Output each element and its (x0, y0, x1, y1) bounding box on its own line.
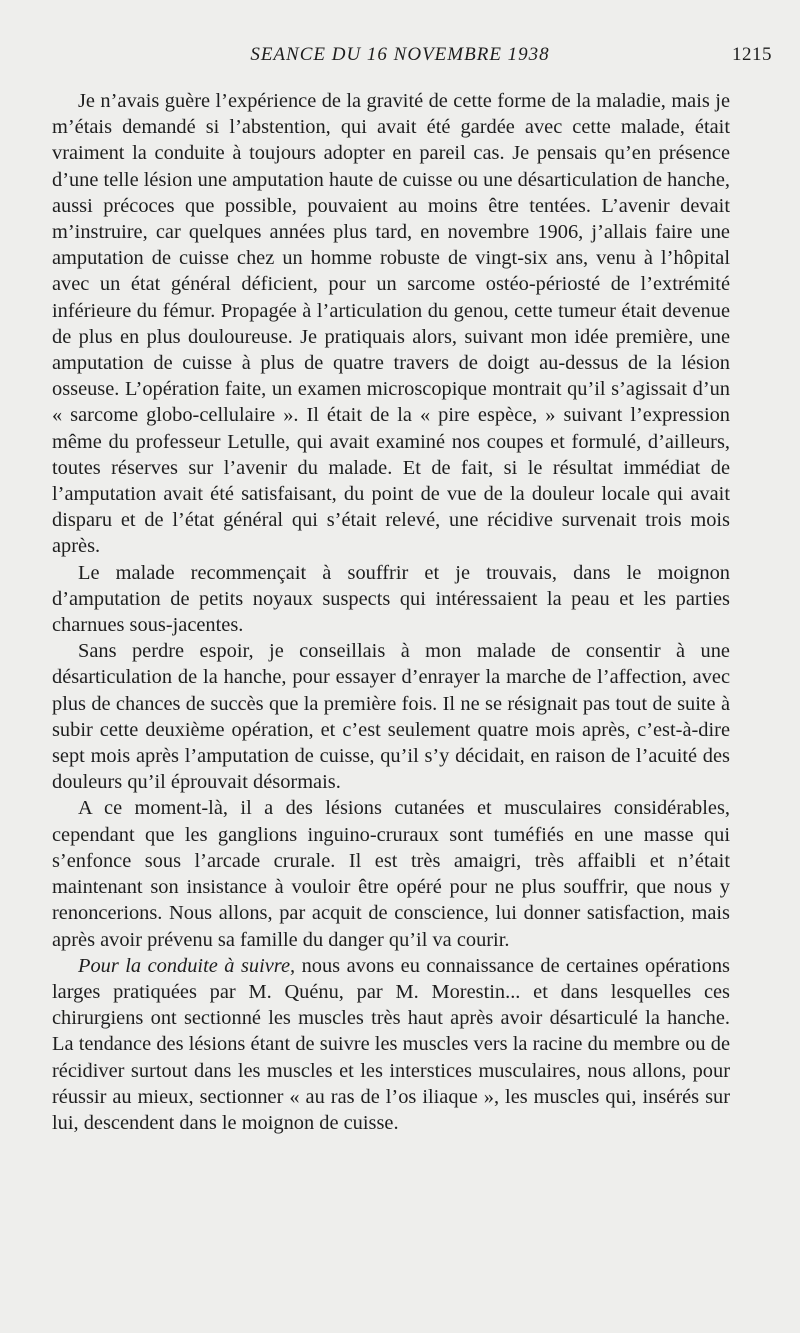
paragraph (52, 953, 730, 1136)
paragraph (52, 638, 730, 795)
page-number: 1215 (732, 44, 772, 65)
paragraph-text: Je n’avais guère l’expérience de la gravité de cette forme de la maladie, mais je m’étais demandé si l’abstention, qui avait été gardée avec cette malade, était vraiment la conduite à toujours adopter en pareil cas. Je pensais qu’en présence d’une telle lésion une amputation haute de cuisse ou une désarticulation de hanche, aussi précoces que possible, pouvaient au moins être tentées. L’avenir devait m’instruire, car quelques années plus tard, en novembre 1906, j’allais faire une amputation de cuisse chez un homme robuste de vingt-six ans, venu à l’hôpital avec un état général déficient, pour un sarcome ostéo-périosté de l’extrémité inférieure du fémur. Propagée à l’articulation du genou, cette tumeur était devenue de plus en plus douloureuse. Je pratiquais alors, suivant mon idée première, une amputation de cuisse à plus de quatre travers de doigt au-dessus de la lésion osseuse. L’opération faite, un examen microscopique montrait qu’il s’agissait d’un « sarcome globo-cellulaire ». Il était de la « pire espèce, » suivant l’expression même du professeur Letulle, qui avait examiné nos coupes et formulé, d’ailleurs, toutes réserves sur l’avenir du malade. Et de fait, si le résultat immédiat de l’amputation avait été satisfaisant, du point de vue de la douleur locale qui avait disparu et de l’état général qui s’était relevé, une récidive survenait trois mois après. (52, 90, 730, 558)
paragraph (52, 88, 730, 560)
italic-lead-phrase: Pour la conduite à suivre, (78, 954, 296, 977)
paragraph-text: A ce moment-là, il a des lésions cutanées et musculaires considérables, cependant que les ganglions inguino-cruraux sont tuméfiés en une masse qui s’enfonce sous l’arcade crurale. Il est très amaigri, très affaibli et n’était maintenant son insistance à vouloir être opéré pour ne plus souffrir, que nous y renoncerions. Nous allons, par acquit de conscience, lui donner satisfaction, mais après avoir prévenu sa famille du danger qu’il va courir. (52, 797, 730, 951)
running-header (52, 44, 772, 74)
paragraph-text: nous avons eu connaissance de certaines opérations larges pratiquées par M. Quénu, par M. Morestin... et dans lesquelles ces chirurgiens ont sectionné les muscles très haut après avoir désarticulé la hanche. La tendance des lésions étant de suivre les muscles vers la racine du membre ou de récidiver surtout dans les muscles et les interstices musculaires, nous allons, pour réussir au mieux, sectionner « au ras de l’os iliaque », les muscles qui, insérés sur lui, descendent dans le moignon de cuisse. (52, 954, 730, 1134)
paragraph-text: Le malade recommençait à souffrir et je trouvais, dans le moignon d’amputation de petits noyaux suspects qui intéressaient la peau et les parties charnues sous-jacentes. (52, 561, 730, 637)
body-text (52, 88, 730, 1136)
running-title: SEANCE DU 16 NOVEMBRE 1938 (250, 44, 550, 65)
paragraph-text: Sans perdre espoir, je conseillais à mon malade de consentir à une désarticulation de la hanche, pour essayer d’enrayer la marche de l’affection, avec plus de chances de succès que la première fois. Il ne se résignait pas tout de suite à subir cette deuxième opération, et c’est seulement quatre mois après, c’est-à-dire sept mois après l’amputation de cuisse, qu’il s’y décidait, en raison de l’acuité des douleurs qu’il éprouvait désormais. (52, 640, 730, 794)
paragraph (52, 560, 730, 639)
paragraph (52, 795, 730, 952)
